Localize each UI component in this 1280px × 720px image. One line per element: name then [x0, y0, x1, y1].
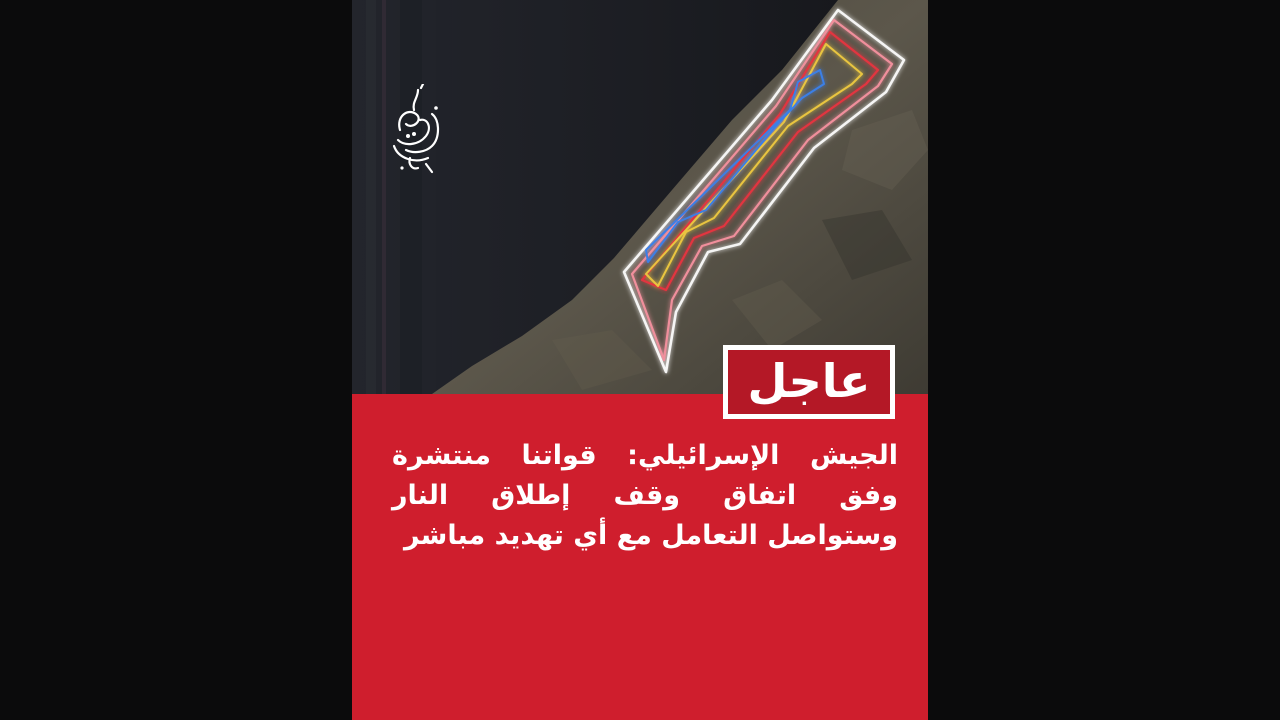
- al-jazeera-logo: [388, 84, 448, 174]
- news-card: [352, 0, 928, 720]
- gaza-strip-map: [352, 0, 928, 394]
- headline: الجيش الإسرائيلي: قواتنا منتشرة وفق اتفاق وقف إطلاق النار وستواصل التعامل مع أي تهديد مباشر: [392, 440, 898, 551]
- urgent-badge: عاجل: [723, 345, 895, 419]
